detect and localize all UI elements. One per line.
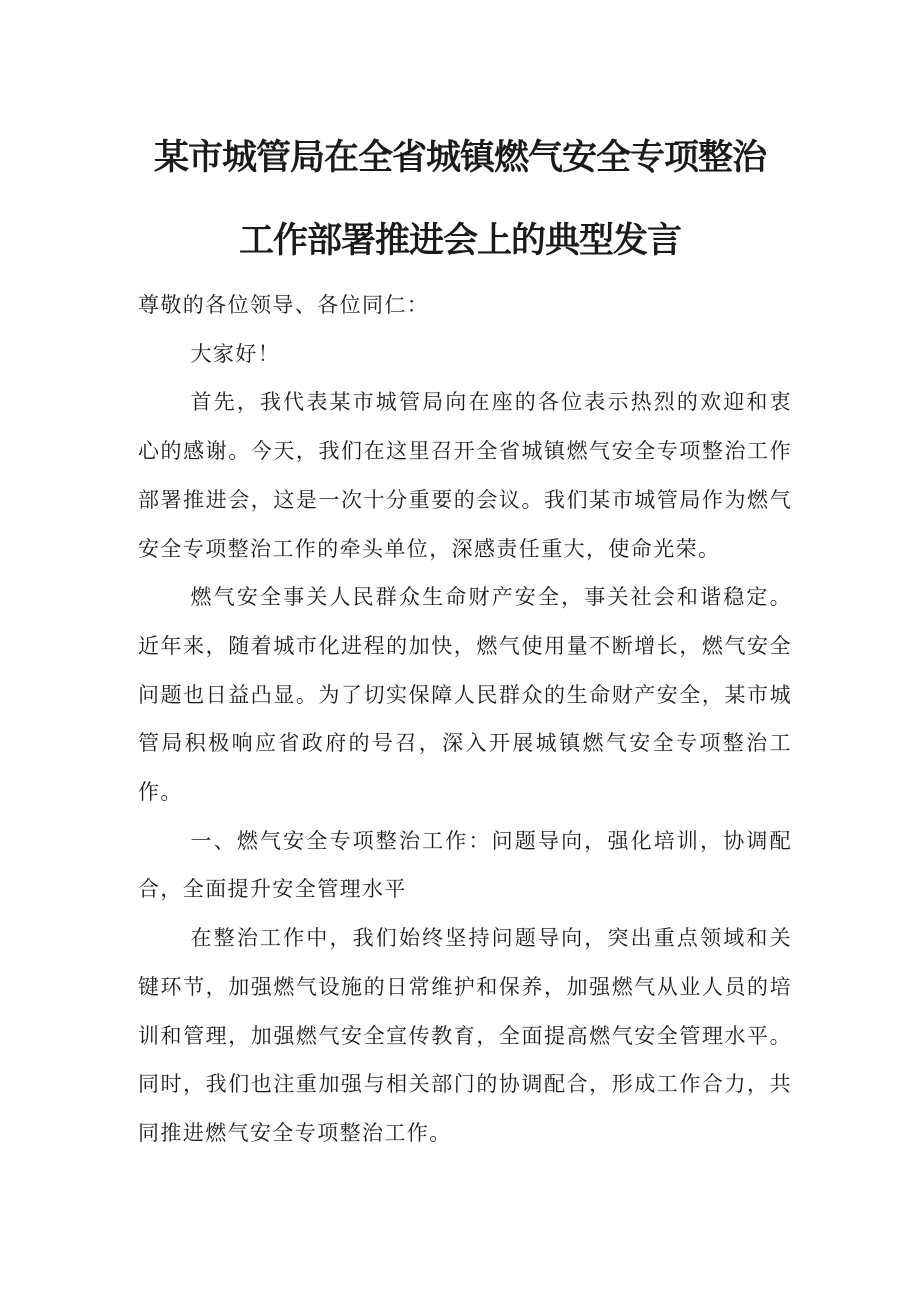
document-title-line-2: 工作部署推进会上的典型发言 — [238, 221, 681, 261]
greeting-paragraph: 大家好！ — [190, 341, 281, 366]
section-heading-1: 一、燃气安全专项整治工作：问题导向，强化培训，协调配合，全面提升安全管理水平 — [138, 828, 792, 902]
document-title-line-1: 某市城管局在全省城镇燃气安全专项整治 — [153, 138, 766, 178]
opening-paragraph: 首先，我代表某市城管局向在座的各位表示热烈的欢迎和衷心的感谢。今天，我们在这里召开全省城镇燃气安全专项整治工作部署推进会，这是一次十分重要的会议。我们某市城管局作为燃气安全专项整治工作的牵头单位，深感责任重大，使命光荣。 — [138, 390, 792, 561]
background-paragraph: 燃气安全事关人民群众生命财产安全，事关社会和谐稳定。近年来，随着城市化进程的加快，燃气使用量不断增长，燃气安全问题也日益凸显。为了切实保障人民群众的生命财产安全，某市城管局积极响应省政府的号召，深入开展城镇燃气安全专项整治工作。 — [138, 585, 792, 805]
salutation: 尊敬的各位领导、各位同仁： — [138, 293, 430, 317]
section-1-paragraph: 在整治工作中，我们始终坚持问题导向，突出重点领域和关键环节，加强燃气设施的日常维护和保养，加强燃气从业人员的培训和管理，加强燃气安全宣传教育，全面提高燃气安全管理水平。同时，我们也注重加强与相关部门的协调配合，形成工作合力，共同推进燃气安全专项整治工作。 — [138, 926, 792, 1145]
document-body — [138, 281, 792, 1158]
